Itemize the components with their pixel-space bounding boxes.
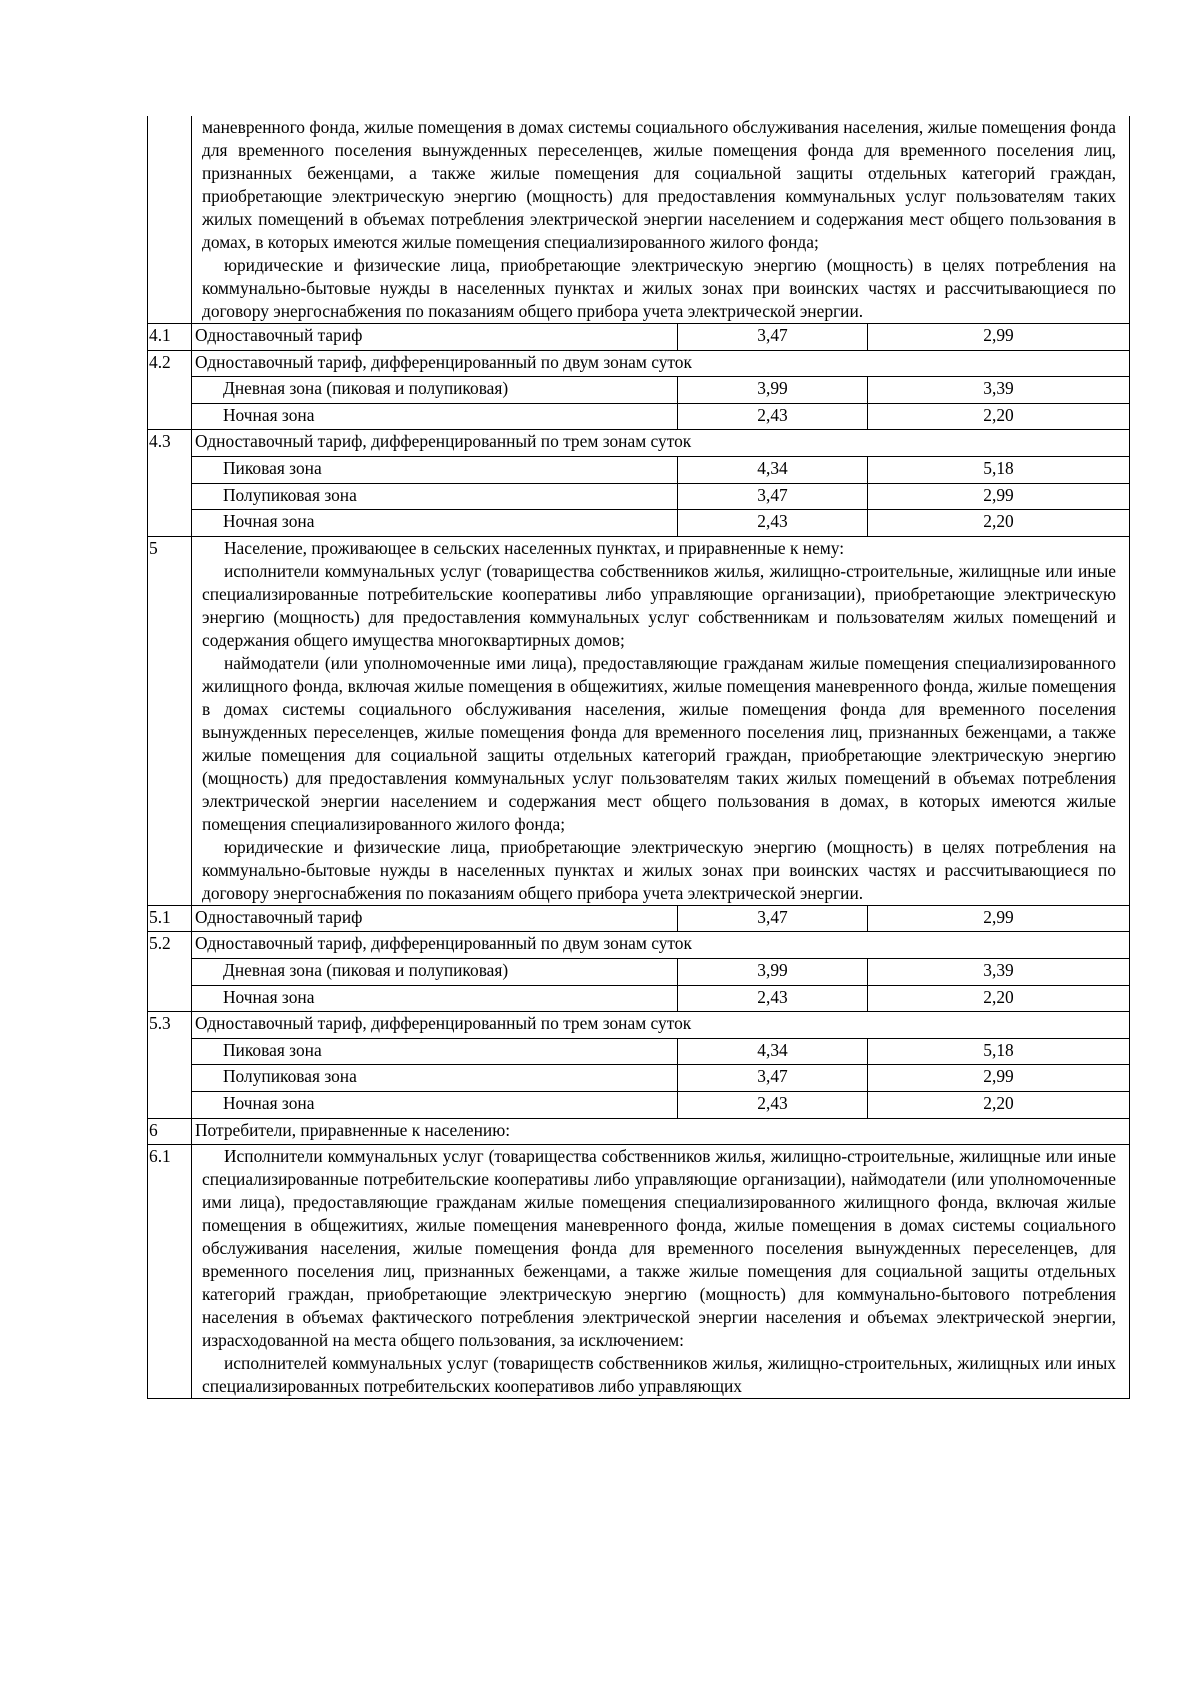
row-label: Одноставочный тариф bbox=[192, 324, 678, 351]
section-5-text bbox=[192, 536, 1130, 905]
row-number: 5 bbox=[148, 536, 192, 905]
value-1: 2,43 bbox=[678, 985, 868, 1012]
intro-text bbox=[192, 116, 1130, 324]
zone-label: Ночная зона bbox=[192, 1091, 678, 1118]
zone-label: Полупиковая зона bbox=[192, 483, 678, 510]
value-1: 4,34 bbox=[678, 456, 868, 483]
row-number: 5.3 bbox=[148, 1012, 192, 1039]
paragraph: юридические и физические лица, приобретающие электрическую энергию (мощность) в целях потребления на коммунально-бытовые нужды в населенных пунктах и жилых зонах при воинских частях и рассчитывающиеся по договору энергоснабжения по показаниям общего прибора учета электрической энергии. bbox=[202, 255, 1116, 321]
table-row bbox=[148, 350, 1130, 377]
row-label: Одноставочный тариф, дифференцированный по двум зонам суток bbox=[192, 932, 1130, 959]
intro-row bbox=[148, 116, 1130, 324]
row-number: 6 bbox=[148, 1118, 192, 1145]
zone-label: Пиковая зона bbox=[192, 1038, 678, 1065]
row-number: 4.1 bbox=[148, 324, 192, 351]
row-number bbox=[148, 377, 192, 404]
table-row bbox=[148, 377, 1130, 404]
value-2: 2,20 bbox=[868, 510, 1130, 537]
row-number bbox=[148, 958, 192, 985]
table-row bbox=[148, 456, 1130, 483]
row-label: Потребители, приравненные к населению: bbox=[192, 1118, 1130, 1145]
section-5-row bbox=[148, 536, 1130, 905]
table-row bbox=[148, 324, 1130, 351]
row-number bbox=[148, 116, 192, 324]
section-6-1-row bbox=[148, 1145, 1130, 1399]
table-row bbox=[148, 1012, 1130, 1039]
table-row bbox=[148, 958, 1130, 985]
value-1: 3,47 bbox=[678, 905, 868, 932]
tariff-table bbox=[147, 116, 1130, 1399]
value-1: 3,99 bbox=[678, 958, 868, 985]
row-label: Одноставочный тариф, дифференцированный по двум зонам суток bbox=[192, 350, 1130, 377]
value-1: 3,47 bbox=[678, 483, 868, 510]
section-6-1-text bbox=[192, 1145, 1130, 1399]
value-2: 2,99 bbox=[868, 324, 1130, 351]
table-row bbox=[148, 1038, 1130, 1065]
row-label: Одноставочный тариф bbox=[192, 905, 678, 932]
row-number bbox=[148, 1065, 192, 1092]
paragraph: исполнителей коммунальных услуг (товариществ собственников жилья, жилищно-строительных, жилищных или иных специализированных потребительских кооперативов либо управляющих bbox=[202, 1353, 1116, 1397]
value-2: 5,18 bbox=[868, 456, 1130, 483]
value-2: 5,18 bbox=[868, 1038, 1130, 1065]
row-number bbox=[148, 403, 192, 430]
value-1: 2,43 bbox=[678, 403, 868, 430]
value-2: 2,20 bbox=[868, 1091, 1130, 1118]
table-row bbox=[148, 1065, 1130, 1092]
paragraph: Население, проживающее в сельских населенных пунктах, и приравненные к нему: bbox=[224, 537, 845, 558]
value-2: 3,39 bbox=[868, 377, 1130, 404]
value-1: 2,43 bbox=[678, 510, 868, 537]
paragraph: юридические и физические лица, приобретающие электрическую энергию (мощность) в целях потребления на коммунально-бытовые нужды в населенных пунктах и жилых зонах при воинских частях и рассчитывающиеся по договору энергоснабжения по показаниям общего прибора учета электрической энергии. bbox=[202, 836, 1116, 903]
paragraph: исполнители коммунальных услуг (товарищества собственников жилья, жилищно-строительные, жилищные или иные специализированные потребительские кооперативы либо управляющие организации), приобретающие электрическую энергию (мощность) для предоставления коммунальных услуг собственникам и пользователям жилых помещений и содержания общего имущества многоквартирных домов; bbox=[202, 560, 1116, 650]
row-number bbox=[148, 510, 192, 537]
table-row bbox=[148, 985, 1130, 1012]
zone-label: Дневная зона (пиковая и полупиковая) bbox=[192, 958, 678, 985]
table-row bbox=[148, 483, 1130, 510]
row-number bbox=[148, 1091, 192, 1118]
value-1: 2,43 bbox=[678, 1091, 868, 1118]
value-2: 2,99 bbox=[868, 1065, 1130, 1092]
value-1: 3,47 bbox=[678, 1065, 868, 1092]
row-number bbox=[148, 483, 192, 510]
table-row bbox=[148, 1091, 1130, 1118]
row-number: 4.2 bbox=[148, 350, 192, 377]
row-label: Одноставочный тариф, дифференцированный по трем зонам суток bbox=[192, 1012, 1130, 1039]
value-2: 2,99 bbox=[868, 483, 1130, 510]
paragraph: маневренного фонда, жилые помещения в домах системы социального обслуживания населения, жилые помещения фонда для временного поселения вынужденных переселенцев, жилые помещения фонда для временного поселения лиц, признанных беженцами, а также жилые помещения для социальной защиты отдельных категорий граждан, приобретающие электрическую энергию (мощность) для предоставления коммунальных услуг пользователям таких жилых помещений в объемах потребления электрической энергии населением и содержания мест общего пользования в домах, в которых имеются жилые помещения специализированного жилого фонда; bbox=[202, 117, 1116, 252]
zone-label: Пиковая зона bbox=[192, 456, 678, 483]
zone-label: Ночная зона bbox=[192, 403, 678, 430]
paragraph: наймодатели (или уполномоченные ими лица), предоставляющие гражданам жилые помещения специализированного жилищного фонда, включая жилые помещения в общежитиях, жилые помещения маневренного фонда, жилые помещения в домах системы социального обслуживания населения, жилые помещения фонда для временного поселения вынужденных переселенцев, жилые помещения фонда для временного поселения лиц, признанных беженцами, а также жилые помещения для социальной защиты отдельных категорий граждан, приобретающие электрическую энергию (мощность) для предоставления коммунальных услуг пользователям таких жилых помещений в объемах потребления электрической энергии населением и содержания мест общего пользования в домах, в которых имеются жилые помещения специализированного жилого фонда; bbox=[202, 652, 1116, 834]
row-number: 4.3 bbox=[148, 430, 192, 457]
row-number: 5.1 bbox=[148, 905, 192, 932]
paragraph: Исполнители коммунальных услуг (товарищества собственников жилья, жилищно-строительные, жилищные или иные специализированные потребительские кооперативы либо управляющие организации), наймодатели (или уполномоченные ими лица), предоставляющие гражданам жилые помещения специализированного жилищного фонда, включая жилые помещения в общежитиях, жилые помещения маневренного фонда, жилые помещения в домах системы социального обслуживания населения, жилые помещения фонда для временного поселения вынужденных переселенцев, для временного поселения лиц, признанных беженцами, а также жилые помещения для социальной защиты отдельных категорий граждан, приобретающие электрическую энергию (мощность) для коммунально-бытового потребления населения в объемах фактического потребления электрической энергии населения и объемах электрической энергии, израсходованной на места общего пользования, за исключением: bbox=[202, 1146, 1116, 1351]
row-label: Одноставочный тариф, дифференцированный по трем зонам суток bbox=[192, 430, 1130, 457]
value-1: 3,47 bbox=[678, 324, 868, 351]
zone-label: Дневная зона (пиковая и полупиковая) bbox=[192, 377, 678, 404]
row-number: 5.2 bbox=[148, 932, 192, 959]
row-number bbox=[148, 456, 192, 483]
table-row bbox=[148, 403, 1130, 430]
zone-label: Ночная зона bbox=[192, 510, 678, 537]
value-2: 2,20 bbox=[868, 985, 1130, 1012]
row-number bbox=[148, 1038, 192, 1065]
row-number bbox=[148, 985, 192, 1012]
table-row bbox=[148, 932, 1130, 959]
table-row bbox=[148, 905, 1130, 932]
value-2: 3,39 bbox=[868, 958, 1130, 985]
value-1: 4,34 bbox=[678, 1038, 868, 1065]
zone-label: Полупиковая зона bbox=[192, 1065, 678, 1092]
table-row bbox=[148, 510, 1130, 537]
table-row bbox=[148, 1118, 1130, 1145]
value-2: 2,20 bbox=[868, 403, 1130, 430]
value-2: 2,99 bbox=[868, 905, 1130, 932]
zone-label: Ночная зона bbox=[192, 985, 678, 1012]
table-row bbox=[148, 430, 1130, 457]
value-1: 3,99 bbox=[678, 377, 868, 404]
row-number: 6.1 bbox=[148, 1145, 192, 1399]
